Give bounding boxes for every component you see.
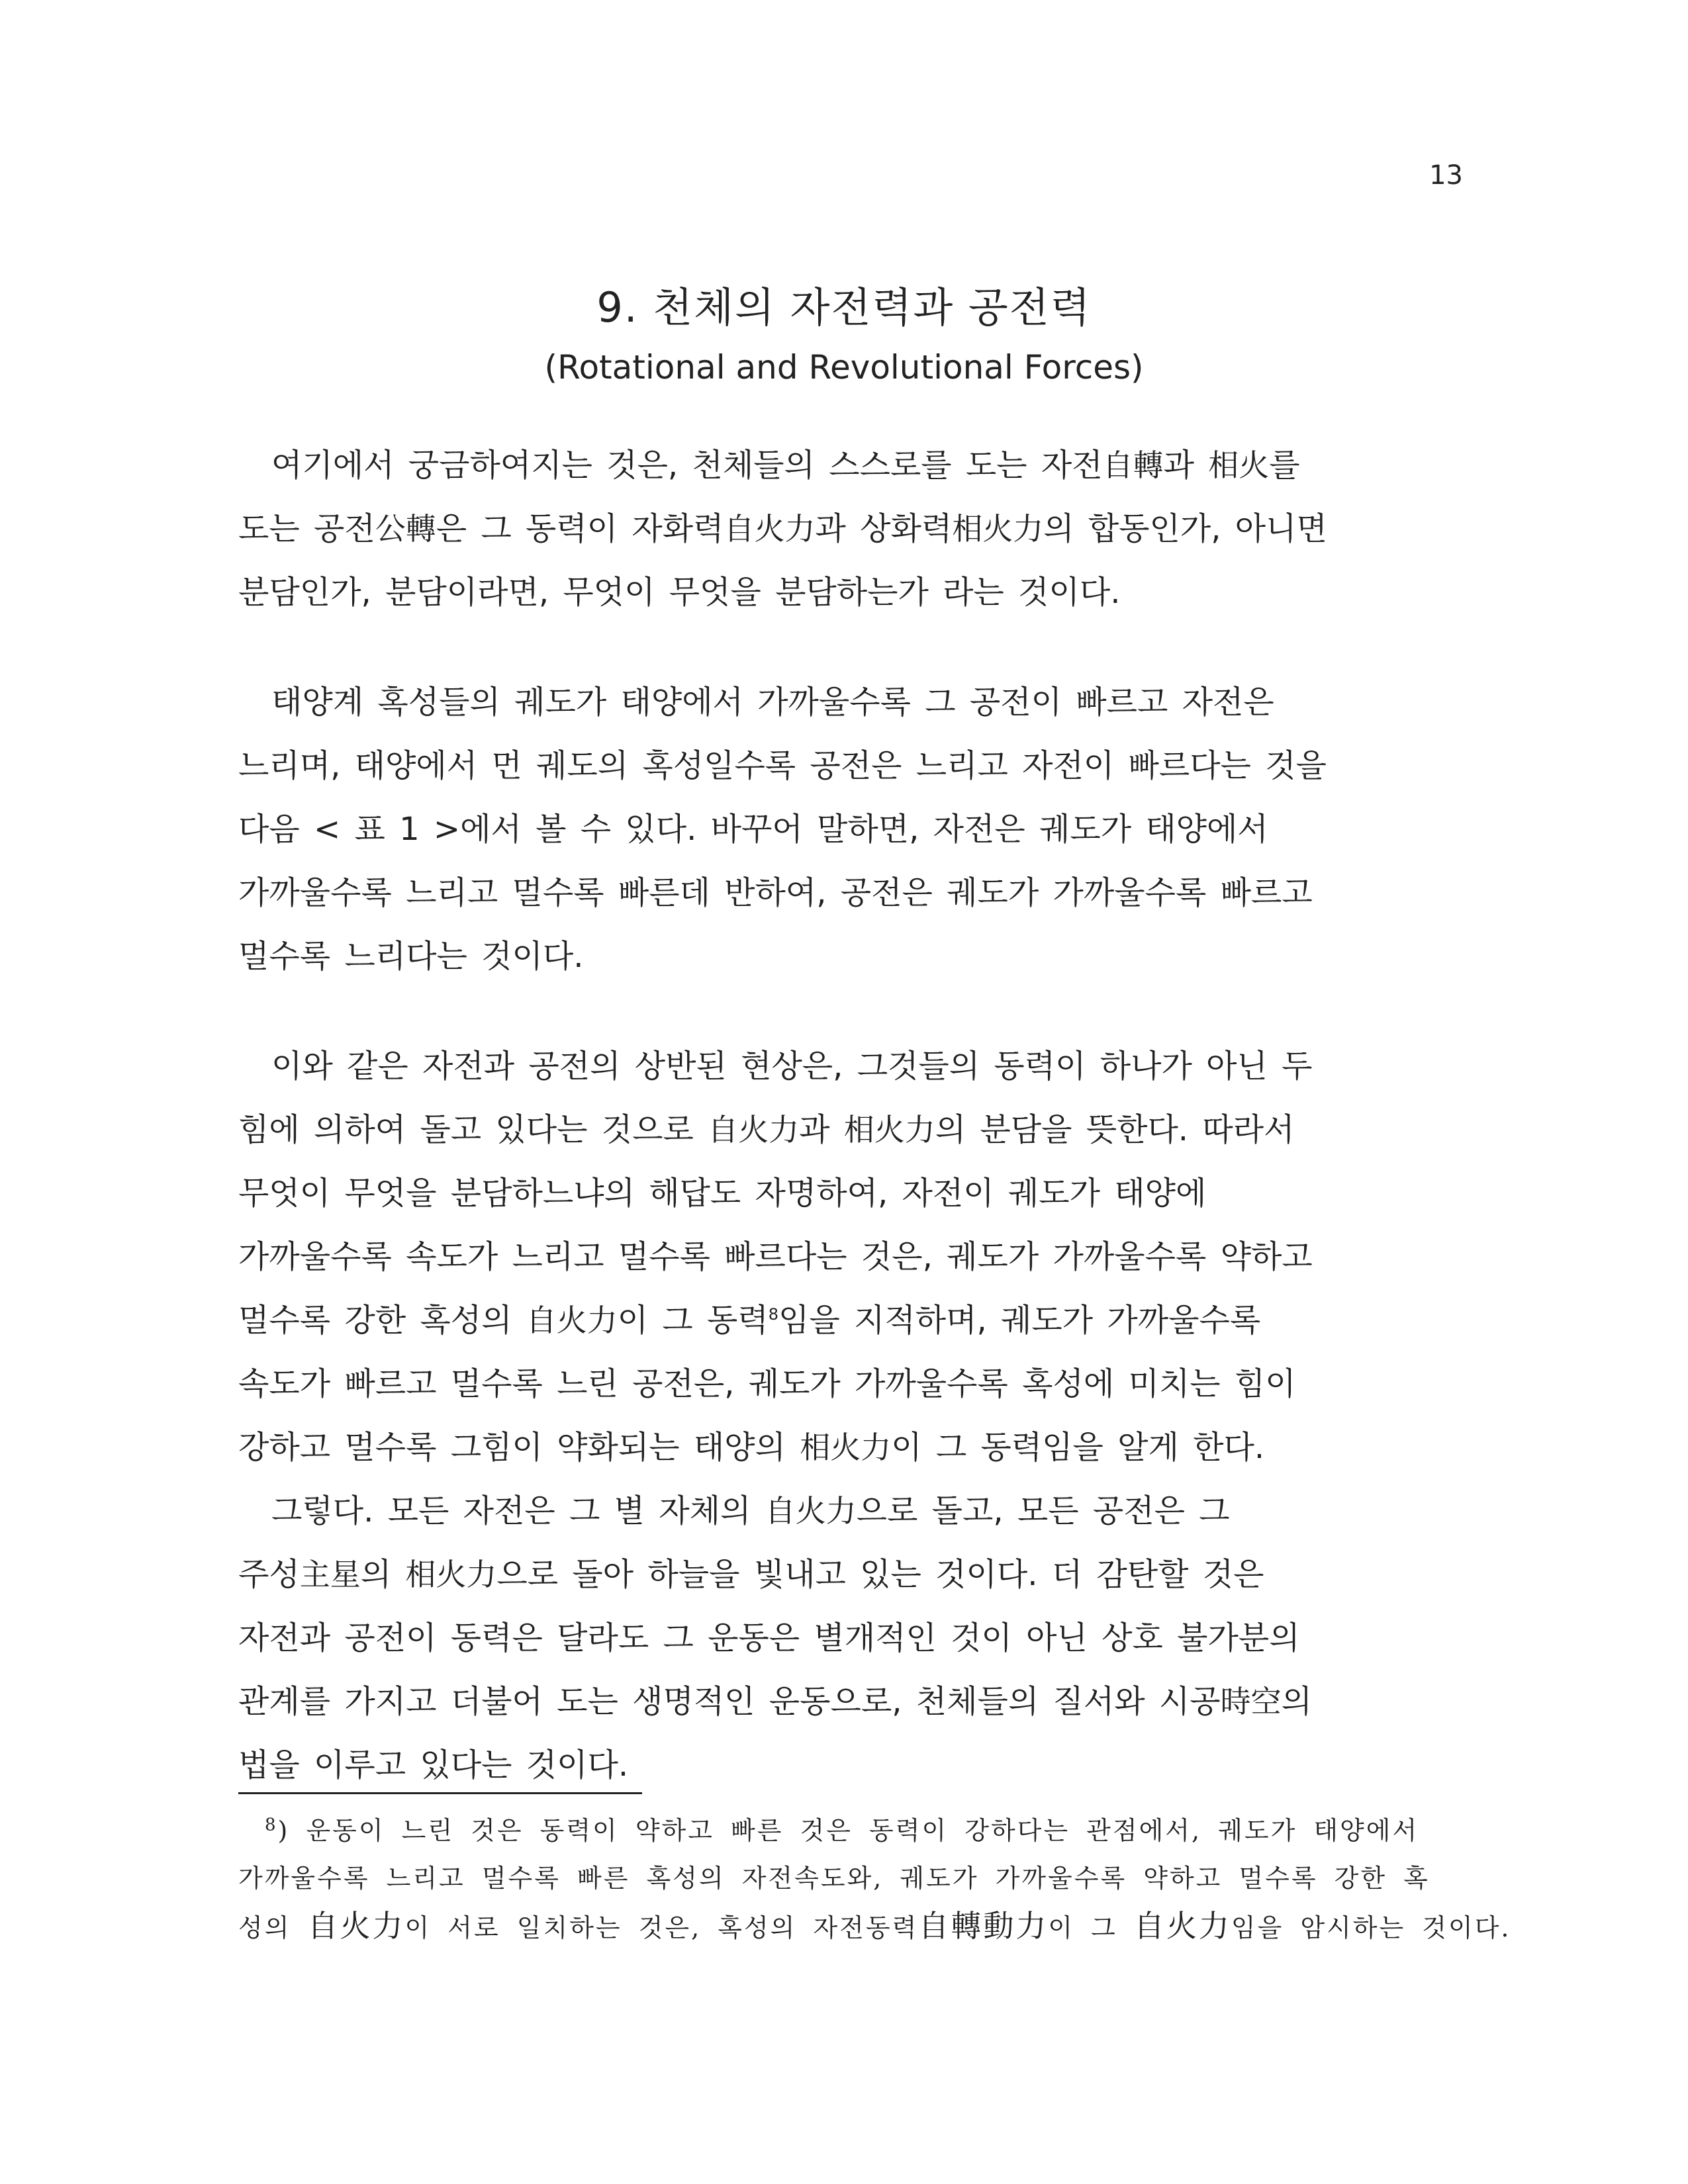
text-run: 이와 같은 자전과 공전의 상반된 현상은, 그것들의 동력이 하나가 아닌 두 bbox=[271, 1048, 1313, 1085]
text-line bbox=[238, 1034, 1489, 1098]
text-line bbox=[238, 1733, 1489, 1797]
text-line bbox=[238, 861, 1489, 925]
paragraph bbox=[238, 1034, 1489, 1797]
text-run: 으로 돌아 하늘을 빛내고 있는 것이다. 더 감탄할 것은 bbox=[496, 1556, 1264, 1593]
text-run: 주성 bbox=[238, 1556, 300, 1593]
text-run: 의 합동인가, 아니면 bbox=[1043, 510, 1327, 547]
text-line bbox=[238, 1161, 1489, 1225]
text-run: 멀수록 강한 혹성의 bbox=[238, 1302, 526, 1339]
text-line bbox=[238, 1479, 1489, 1543]
footnote-line bbox=[238, 1902, 1511, 1950]
text-run: 의 bbox=[360, 1556, 406, 1593]
text-line bbox=[238, 1606, 1489, 1670]
hanja-term: 自轉 bbox=[1102, 447, 1164, 483]
text-line bbox=[238, 1289, 1489, 1352]
text-line bbox=[238, 561, 1489, 624]
paragraph bbox=[238, 670, 1489, 988]
hanja-term: 自火力 bbox=[526, 1302, 618, 1338]
text-run: 성의 bbox=[238, 1913, 308, 1942]
hanja-term: 自轉動力 bbox=[918, 1908, 1049, 1944]
footnote-line bbox=[238, 1807, 1483, 1854]
text-run: 를 bbox=[1269, 447, 1300, 484]
text-run: 임을 지적하며, 궤도가 가까울수록 bbox=[778, 1302, 1261, 1339]
text-run: 느리며, 태양에서 먼 궤도의 혹성일수록 공전은 느리고 자전이 빠르다는 것을 bbox=[238, 747, 1327, 784]
text-run: 태양계 혹성들의 궤도가 태양에서 가까울수록 그 공전이 빠르고 자전은 bbox=[271, 684, 1274, 721]
text-line bbox=[238, 1543, 1489, 1606]
text-run: 과 상화력 bbox=[815, 510, 953, 547]
text-run: 도는 공전 bbox=[238, 510, 375, 547]
text-run: 법을 이루고 있다는 것이다. bbox=[238, 1747, 629, 1784]
text-run: 관계를 가지고 더불어 도는 생명적인 운동으로, 천체들의 질서와 시공 bbox=[238, 1683, 1221, 1720]
text-line bbox=[238, 925, 1489, 988]
hanja-term: 自火力 bbox=[708, 1112, 800, 1148]
section-title: 9. 천체의 자전력과 공전력 bbox=[596, 283, 1092, 332]
text-run: ) 운동이 느린 것은 동력이 약하고 빠른 것은 동력이 강하다는 관점에서, 궤도가 태양에서 bbox=[277, 1816, 1419, 1845]
paragraph-gap bbox=[238, 624, 1489, 670]
footnote-line bbox=[238, 1854, 1483, 1902]
text-run: 으로 돌고, 모든 공전은 그 bbox=[856, 1492, 1230, 1529]
hanja-term: 時空 bbox=[1220, 1684, 1282, 1719]
footnote-number: 8 bbox=[265, 1815, 278, 1835]
hanja-term: 相火 bbox=[1208, 447, 1270, 483]
hanja-term: 主星 bbox=[299, 1557, 361, 1592]
text-run: 멀수록 느리다는 것이다. bbox=[238, 938, 584, 975]
text-line bbox=[238, 797, 1489, 861]
text-line bbox=[238, 1098, 1489, 1161]
text-line bbox=[238, 1416, 1489, 1479]
text-line bbox=[238, 734, 1489, 797]
text-line bbox=[238, 497, 1489, 561]
text-run: 가까울수록 느리고 멀수록 빠른 혹성의 자전속도와, 궤도가 가까울수록 약하고 멀수록 강한 혹 bbox=[238, 1864, 1430, 1893]
footnote bbox=[238, 1807, 1511, 1950]
text-run: 속도가 빠르고 멀수록 느린 공전은, 궤도가 가까울수록 혹성에 미치는 힘이 bbox=[238, 1365, 1296, 1402]
paragraph-gap bbox=[238, 988, 1489, 1034]
text-line bbox=[238, 670, 1489, 734]
text-run: 가까울수록 속도가 느리고 멀수록 빠르다는 것은, 궤도가 가까울수록 약하고 bbox=[238, 1238, 1313, 1275]
section-subtitle-english: (Rotational and Revolutional Forces) bbox=[544, 348, 1144, 387]
text-run: 힘에 의하여 돌고 있다는 것으로 bbox=[238, 1111, 708, 1148]
text-run: 은 그 동력이 자화력 bbox=[436, 510, 724, 547]
text-run: 이 그 동력 bbox=[617, 1302, 769, 1339]
footnote-reference: 8 bbox=[768, 1305, 778, 1324]
text-run: 가까울수록 느리고 멀수록 빠른데 반하여, 공전은 궤도가 가까울수록 빠르고 bbox=[238, 874, 1313, 911]
text-run: 분담인가, 분담이라면, 무엇이 무엇을 분담하는가 라는 것이다. bbox=[238, 574, 1121, 611]
text-line bbox=[238, 1225, 1489, 1289]
hanja-term: 自火力 bbox=[765, 1493, 857, 1529]
body-text bbox=[238, 433, 1489, 1797]
text-run: 의 bbox=[1281, 1683, 1313, 1720]
hanja-term: 相火力 bbox=[952, 511, 1044, 547]
text-line bbox=[238, 1352, 1489, 1416]
hanja-term: 相火力 bbox=[843, 1112, 935, 1148]
paragraph bbox=[238, 433, 1489, 624]
text-run: 과 bbox=[799, 1111, 844, 1148]
text-run: 임을 암시하는 것이다. bbox=[1231, 1913, 1511, 1942]
hanja-term: 自火力 bbox=[724, 511, 816, 547]
text-run: 무엇이 무엇을 분담하느냐의 해답도 자명하여, 자전이 궤도가 태양에 bbox=[238, 1175, 1207, 1212]
text-run: 이 그 bbox=[1048, 1913, 1134, 1942]
text-run: 자전과 공전이 동력은 달라도 그 운동은 별개적인 것이 아닌 상호 불가분의 bbox=[238, 1619, 1300, 1657]
page-number: 13 bbox=[1429, 160, 1463, 191]
footnote-divider bbox=[238, 1792, 642, 1794]
text-run: 이 서로 일치하는 것은, 혹성의 자전동력 bbox=[404, 1913, 919, 1942]
text-run: 여기에서 궁금하여지는 것은, 천체들의 스스로를 도는 자전 bbox=[271, 447, 1103, 484]
text-run: 이 그 동력임을 알게 한다. bbox=[891, 1429, 1265, 1466]
text-run: 의 분담을 뜻한다. 따라서 bbox=[935, 1111, 1295, 1148]
text-run: 다음 < 표 1 >에서 볼 수 있다. 바꾸어 말하면, 자전은 궤도가 태양에서 bbox=[238, 811, 1268, 848]
hanja-term: 自火力 bbox=[307, 1908, 405, 1944]
hanja-term: 相火力 bbox=[800, 1430, 892, 1465]
text-run: 과 bbox=[1163, 447, 1209, 484]
text-line bbox=[238, 433, 1489, 497]
hanja-term: 公轉 bbox=[375, 511, 436, 547]
hanja-term: 相火力 bbox=[405, 1557, 497, 1592]
text-run: 그렇다. 모든 자전은 그 별 자체의 bbox=[271, 1492, 765, 1529]
hanja-term: 自火力 bbox=[1133, 1908, 1231, 1944]
text-run: 강하고 멀수록 그힘이 약화되는 태양의 bbox=[238, 1429, 800, 1466]
text-line bbox=[238, 1670, 1489, 1733]
